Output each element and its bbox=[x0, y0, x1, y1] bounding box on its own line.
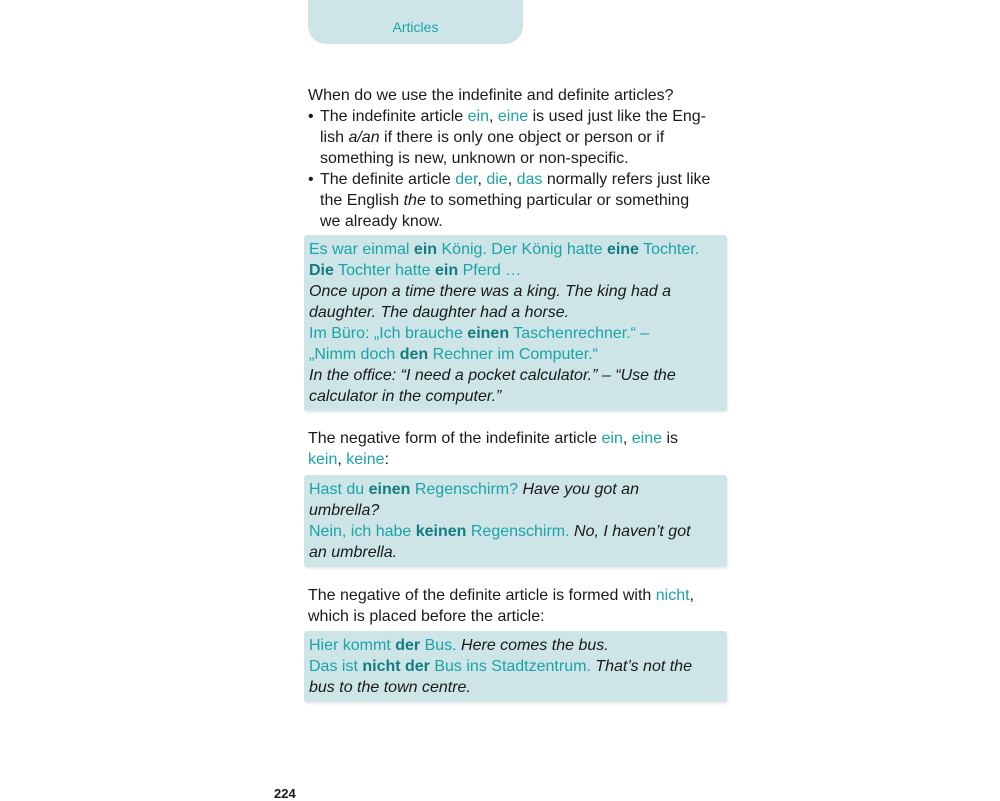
example-translation: daughter. The daughter had a horse. bbox=[309, 304, 570, 321]
example-translation: In the office: “I need a pocket calculator.” – “Use the bbox=[309, 367, 676, 384]
bullet-indefinite: • The indefinite article ein, eine is used just like the Eng- lish a/an if there is only one object or person or if something is new, unknown or non-specific. bbox=[308, 106, 724, 169]
intro-section bbox=[308, 85, 724, 232]
example-box-negative-indefinite bbox=[304, 475, 727, 567]
example-line: „Nimm doch den Rechner im Computer.“ bbox=[309, 346, 598, 363]
section-tab bbox=[308, 0, 523, 44]
page-number: 224 bbox=[274, 786, 296, 801]
example-line: Es war einmal ein König. Der König hatte eine Tochter. bbox=[309, 241, 700, 258]
example-box-articles bbox=[304, 235, 727, 411]
example-translation: an umbrella. bbox=[309, 544, 398, 561]
bullet-definite: • The definite article der, die, das normally refers just like the English the to something particular or something we already know. bbox=[308, 169, 724, 232]
negative-indefinite-paragraph: The negative form of the indefinite article ein, eine is kein, keine: bbox=[308, 430, 678, 468]
example-translation: bus to the town centre. bbox=[309, 679, 471, 696]
example-translation: Once upon a time there was a king. The king had a bbox=[309, 283, 671, 300]
example-box-negative-definite bbox=[304, 631, 727, 702]
intro-question: When do we use the indefinite and definite articles? bbox=[308, 87, 674, 104]
example-translation: umbrella? bbox=[309, 502, 380, 519]
example-translation: calculator in the computer.” bbox=[309, 388, 502, 405]
example-line: Hier kommt der Bus. Here comes the bus. bbox=[309, 637, 609, 654]
example-line: Das ist nicht der Bus ins Stadtzentrum. That’s not the bbox=[309, 658, 692, 675]
example-line: Die Tochter hatte ein Pferd … bbox=[309, 262, 522, 279]
section-tab-label: Articles bbox=[392, 19, 439, 35]
example-line: Hast du einen Regenschirm? Have you got an bbox=[309, 481, 639, 498]
intro-bullet-list bbox=[308, 106, 724, 232]
negative-definite-paragraph: The negative of the definite article is formed with nicht, which is placed before the article: bbox=[308, 587, 694, 625]
example-line: Im Büro: „Ich brauche einen Taschenrechner.“ – bbox=[309, 325, 650, 342]
example-line: Nein, ich habe keinen Regenschirm. No, I haven’t got bbox=[309, 523, 691, 540]
